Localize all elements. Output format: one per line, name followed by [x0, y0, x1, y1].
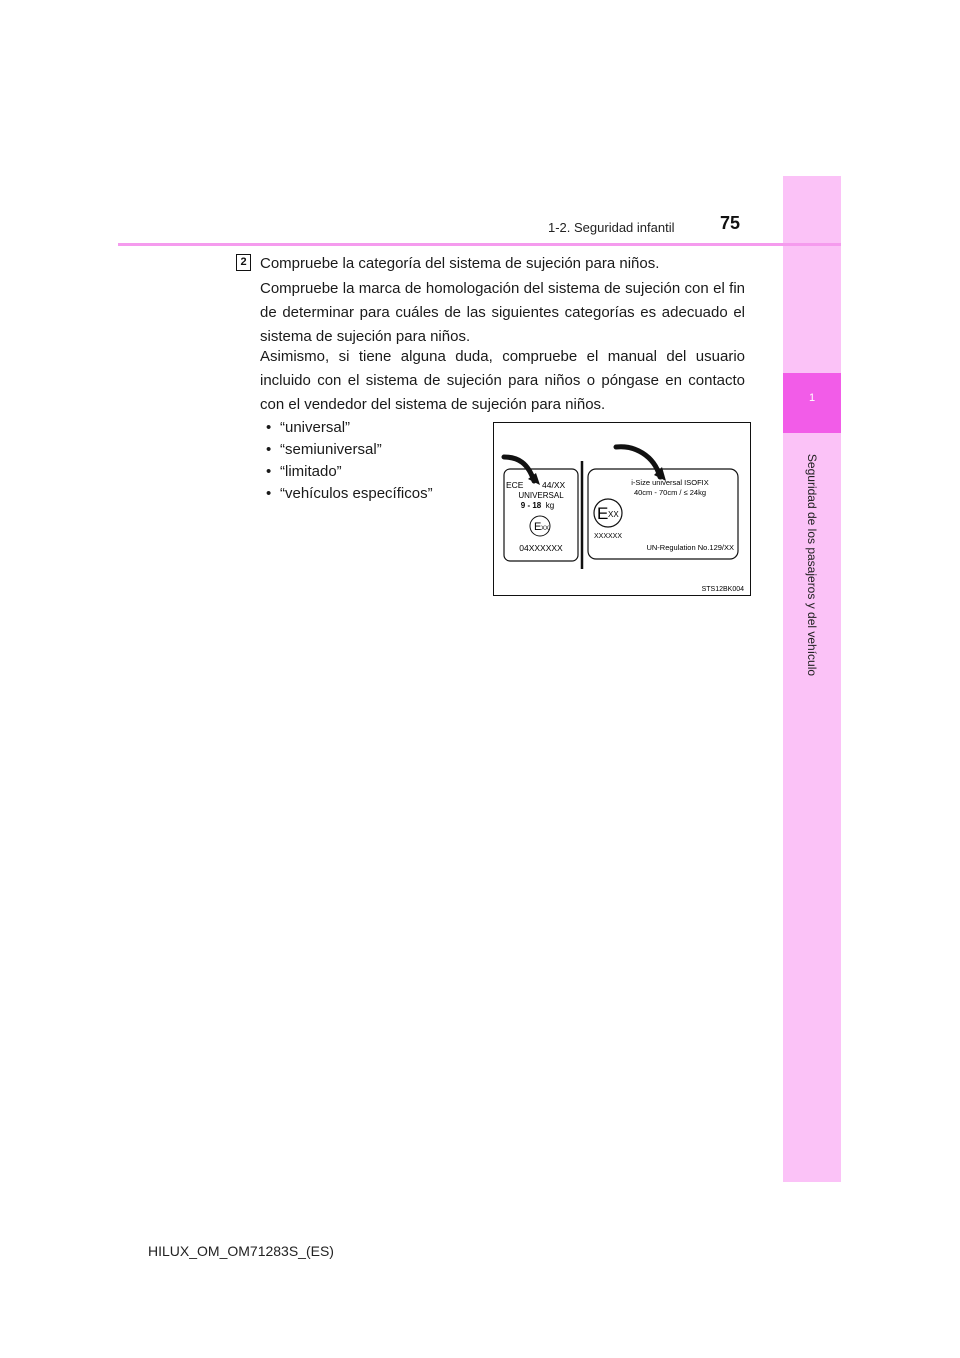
ece-label-universal: UNIVERSAL — [518, 491, 564, 500]
ece-label-weight: 9 - 18 — [520, 501, 542, 510]
chapter-number: 1 — [808, 392, 816, 404]
isize-regulation: UN-Regulation No.129/XX — [646, 543, 734, 552]
paragraph-homologation: Compruebe la marca de homologación del sistema de sujeción con el fin de determinar para cuáles de las siguientes categorías es adecuado el sistema de sujeción para niños. — [260, 280, 745, 345]
isize-label-size: 40cm - 70cm / ≤ 24kg — [633, 488, 707, 497]
ece-e-mark: E — [534, 521, 542, 533]
paragraph-contact: Asimismo, si tiene alguna duda, compruebe el manual del usuario incluido con el sistema de sujeción para niños o póngase en contacto con el vendedor del sistema de sujeción para niños. — [260, 348, 745, 413]
isize-e-mark-sub: XX — [608, 510, 619, 519]
approval-label-figure — [493, 422, 751, 596]
chapter-title: Seguridad de los pasajeros y del vehículo — [805, 453, 819, 677]
figure-code: STS12BK004 — [701, 586, 744, 593]
isize-pointer-arrow — [616, 447, 660, 477]
category-list — [266, 417, 433, 505]
page-number: 75 — [720, 213, 741, 233]
ece-approval-number: 04XXXXXX — [519, 543, 563, 553]
isize-label-title: i-Size universal ISOFIX — [631, 478, 709, 487]
approval-label-illustration — [494, 423, 750, 595]
isize-approval-number: XXXXXX — [594, 533, 623, 540]
chapter-side-tab — [783, 176, 841, 1182]
ece-label-regulation: 44/XX — [542, 480, 566, 490]
category-item: • “vehículos específicos” — [266, 483, 433, 505]
ece-label-weight-unit: kg — [545, 501, 555, 510]
header-rule — [118, 243, 841, 246]
step-number-box: 2 — [236, 254, 251, 271]
section-title: 1-2. Seguridad infantil — [548, 220, 675, 235]
category-item: • “universal” — [266, 417, 433, 439]
isize-e-mark: E — [597, 504, 609, 523]
document-id: HILUX_OM_OM71283S_(ES) — [148, 1243, 334, 1259]
ece-label-prefix: ECE — [506, 480, 524, 490]
step-title: Compruebe la categoría del sistema de sujeción para niños. — [260, 255, 660, 272]
ece-e-mark-sub: XX — [541, 526, 550, 532]
category-item: • “semiuniversal” — [266, 439, 433, 461]
category-item: • “limitado” — [266, 461, 433, 483]
